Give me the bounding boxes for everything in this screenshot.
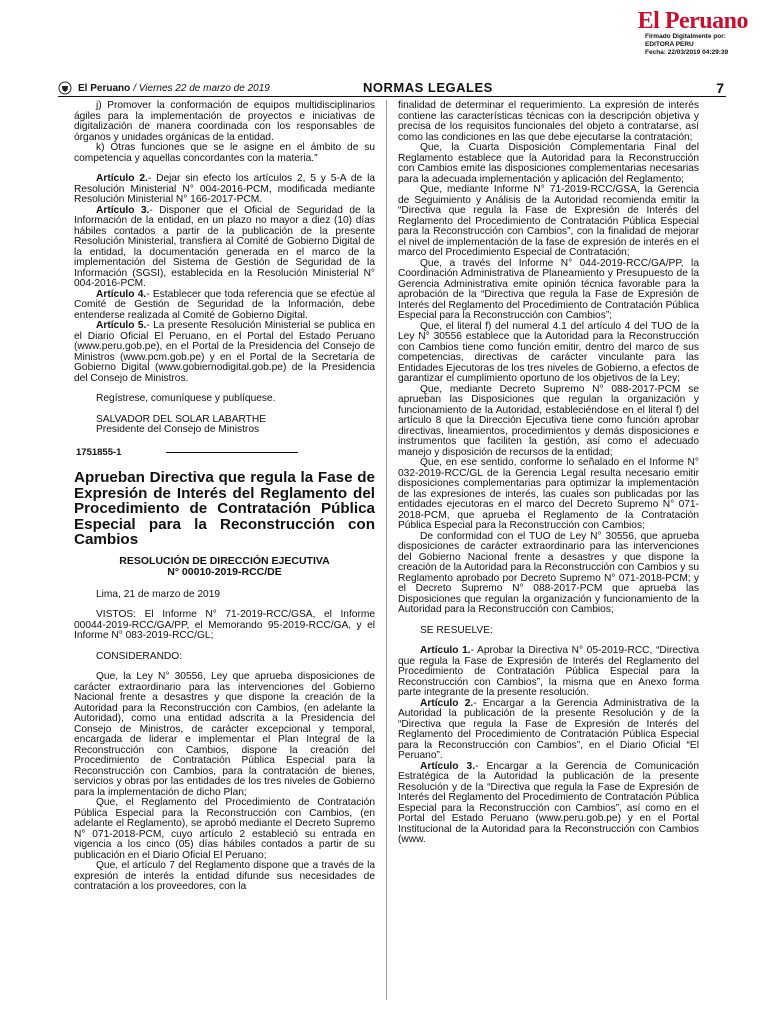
page-number: 7 bbox=[716, 80, 724, 96]
article-label: Artículo 2. bbox=[96, 173, 148, 184]
page-header bbox=[58, 80, 726, 97]
resolution-title-line-2: N° 00010-2019-RCC/DE bbox=[167, 565, 282, 578]
considerando-heading: CONSIDERANDO: bbox=[96, 650, 183, 662]
place-date: Lima, 21 de marzo de 2019 bbox=[96, 588, 221, 600]
resolution-title-line-1: RESOLUCIÓN DE DIRECCIÓN EJECUTIVA bbox=[119, 554, 330, 567]
article-label: Artículo 1. bbox=[420, 645, 471, 656]
article-text: - La presente Resolución Ministerial se publica en el Diario Oficial El Peruano, en el Portal del Estado Peruano (www.peru.gob.pe), en el Portal de la Presidencia del Consejo de Ministros (www.pcm.gob.pe) y en el Portal de la Secretaría de Gobierno Digital (www.gobiernodigital.gob.pe) de la Presidencia del Consejo de Ministros. bbox=[74, 320, 375, 384]
signed-by: EDITORA PERU bbox=[645, 41, 694, 48]
paragraph: j) Promover la conformación de equipos multidisciplinarios ágiles para la implementación de proyectos e iniciativas de digitalización de manera coordinada con los responsables de órganos y unidades orgánicas de la entidad. bbox=[74, 100, 375, 143]
resolution-title bbox=[74, 556, 375, 578]
header-section: NORMAS LEGALES bbox=[363, 80, 493, 95]
paragraph: Que, en ese sentido, conforme lo señalado en el Informe N° 032-2019-RCC/GL de la Gerencia Legal resulta necesario emitir disposiciones complementarias para optimizar la implementación de las expresiones de interés, las cuales son publicadas por las entidades ejecutoras en el marco del Decreto Supremo N° 071-2018-PCM, que aprueba el Reglamento de la Contratación Pública Especial para la Reconstrucción con Cambios; bbox=[398, 457, 699, 531]
signed-label: Firmado Digitalmente por: bbox=[645, 33, 726, 40]
article-label: Artículo 2. bbox=[420, 697, 474, 709]
document-code-line bbox=[74, 448, 375, 459]
document-title: Aprueban Directiva que regula la Fase de Expresión de Interés del Reglamento del Procedimiento de Contratación Pública Especial para la Reconstrucción con Cambios bbox=[74, 469, 375, 548]
article-text: - Dejar sin efecto los artículos 2, 5 y 5-A de la Resolución Ministerial N° 004-2016-PCM, modificada mediante Resolución Ministerial N° 166-2017-PCM. bbox=[74, 173, 375, 205]
article-5 bbox=[74, 321, 375, 384]
resolution-article-3 bbox=[398, 762, 699, 846]
paragraph: Que, mediante Informe N° 71-2019-RCC/GSA, la Gerencia de Seguimiento y Análisis de la Autoridad recomienda emitir la “Directiva que regula la Fase de Expresión de Interés del Reglamento del Procedimiento de Contratación Pública Especial para la Reconstrucción con Cambios”, con la finalidad de mejorar el nivel de implementación de la fase de expresión de interés en el marco del Procedimiento Especial de Contratación; bbox=[398, 184, 699, 258]
paragraph: Que, a través del Informe N° 044-2019-RCC/GA/PP, la Coordinación Administrativa de Planeamiento y Presupuesto de la Gerencia Administrativa emite opinión técnica favorable para la aprobación de la “Directiva que regula la Fase de Expresión de Interés del Reglamento del Procedimiento de Contratación Pública Especial para la Reconstrucción con Cambios”; bbox=[398, 257, 699, 321]
vistos: VISTOS: El Informe N° 71-2019-RCC/GSA, el Informe 00044-2019-RCC/GA/PP, el Memorando 95-2019-RCC/GA, y el Informe N° 083-2019-RCC/GL; bbox=[74, 609, 375, 641]
paragraph: Que, la Cuarta Disposición Complementaria Final del Reglamento establece que la Autoridad para la Reconstrucción con Cambios emite las disposiciones complementarias necesarias para la adecuada implementación y aplicación del Reglamento; bbox=[398, 142, 699, 185]
article-text: - Encargar a la Gerencia de Comunicación Estratégica de la Autoridad la publicación de la presente Resolución y de la “Directiva que regula la Fase de Expresión de Interés del Reglamento del Procedimiento de Contratación Pública Especial para la Reconstrucción con Cambios”, así como en el Portal del Estado Peruano (www.peru.gob.pe) y en el Portal Institucional de la Autoridad para la Reconstrucción con Cambios (www. bbox=[398, 760, 699, 845]
article-text: - Disponer que el Oficial de Seguridad de la Información de la entidad, en un plazo no mayor a diez (10) días hábiles contados a partir de la publicación de la presente Resolución Ministerial, transfiera al Comité de Gobierno Digital de la entidad, la documentación generada en el marco de la implementación del Sistema de Gestión de Seguridad de la Información (SGSI), establecida en la Resolución Ministerial N° 004-2016-PCM. bbox=[74, 204, 375, 289]
closing-formula: Regístrese, comuníquese y publíquese. bbox=[96, 393, 276, 404]
signer-title: Presidente del Consejo de Ministros bbox=[96, 424, 260, 435]
paragraph: Que, el literal f) del numeral 4.1 del artículo 4 del TUO de la Ley N° 30556 establece que la Autoridad para la Reconstrucción con Cambios tiene como función emitir, dentro del marco de sus competencias, directivas de carácter vinculante para las Entidades Ejecutoras de los tres niveles de Gobierno, a efectos de garantizar el cumplimiento oportuno de los objetivos de la Ley; bbox=[398, 320, 699, 384]
resolution-article-1 bbox=[398, 646, 699, 699]
article-text: - Aprobar la Directiva N° 05-2019-RCC, “Directiva que regula la Fase de Expresión de Interés del Reglamento del Procedimiento de Contratación Pública Especial para la Reconstrucción con Cambios”, la misma que en Anexo forma parte integrante de la presente resolución. bbox=[398, 645, 699, 698]
article-text: - Encargar a la Gerencia Administrativa de la Autoridad la publicación de la presente Resolución y de la “Directiva que regula la Fase de Expresión de Interés del Reglamento del Procedimiento de Contratación Pública Especial para la Reconstrucción con Cambios”, en el Diario Oficial “El Peruano”. bbox=[398, 697, 699, 761]
article-label: Artículo 5. bbox=[96, 320, 147, 331]
resolution-article-2 bbox=[398, 699, 699, 762]
header-publication: El Peruano bbox=[78, 82, 131, 94]
signer-name: SALVADOR DEL SOLAR LABARTHE bbox=[96, 413, 267, 425]
se-resuelve-heading: SE RESUELVE: bbox=[420, 624, 493, 636]
article-text: - Establecer que toda referencia que se efectúe al Comité de Gestión de Seguridad de la Información, debe entenderse realizada al Comité de Gobierno Digital. bbox=[74, 288, 375, 321]
article-4 bbox=[74, 290, 375, 322]
el-peruano-logo: El Peruano bbox=[637, 8, 748, 34]
paragraph: Que, el Reglamento del Procedimiento de Contratación Pública Especial para la Reconstrucción con Cambios, (en adelante el Reglamento), se aprobó mediante el Decreto Supremo N° 071-2018-PCM, cuyo artículo 2 estableció su entrada en vigencia a los cinco (05) días hábiles contados a partir de su publicación en el Diario Oficial El Peruano; bbox=[74, 797, 375, 861]
paragraph: k) Otras funciones que se le asigne en el ámbito de su competencia y aquellas concordantes con la materia.” bbox=[74, 142, 375, 164]
header-date: / Viernes 22 de marzo de 2019 bbox=[133, 82, 270, 94]
paragraph: De conformidad con el TUO de Ley N° 30556, que aprueba disposiciones de carácter extraordinario para las intervenciones del Gobierno Nacional frente a desastres y que dispone la creación de la Autoridad para la Reconstrucción con Cambios y su Reglamento aprobado por Decreto Supremo N° 071-2018-PCM; y el Decreto Supremo N° 088-2017-PCM que aprueba las Disposiciones que regulan la organización y funcionamiento de la Autoridad para la Reconstrucción con Cambios; bbox=[398, 530, 699, 615]
paragraph: Que, mediante Decreto Supremo N° 088-2017-PCM se aprueban las Disposiciones que regulan la organización y funcionamiento de la Autoridad, estableciéndose en el literal f) del artículo 8 que la Dirección Ejecutiva tiene como función aprobar directivas, lineamientos, procedimientos y demás disposiciones e instrumentos que faciliten la gestión, así como el adecuado manejo y disposición de recursos de la entidad; bbox=[398, 383, 699, 458]
article-label: Artículo 3. bbox=[420, 760, 476, 772]
article-label: Artículo 3. bbox=[96, 204, 150, 216]
article-2 bbox=[74, 174, 375, 206]
coat-of-arms-icon bbox=[58, 81, 72, 95]
paragraph: Que, la Ley N° 30556, Ley que aprueba disposiciones de carácter extraordinario para las intervenciones del Gobierno Nacional frente a desastres y que dispone la creación de la Autoridad para la Reconstrucción con Cambios, (en adelante la Autoridad), como una entidad adscrita a la Presidencia del Consejo de Ministros, de carácter excepcional y temporal, encargada de liderar e implementar el Plan Integral de la Reconstrucción con Cambios, dispone la creación del Procedimiento de Contratación Pública Especial para la Reconstrucción con Cambios, para la contratación de bienes, servicios y obras por las entidades de los tres niveles de Gobierno para la implementación de dicho Plan; bbox=[74, 671, 375, 798]
column-divider bbox=[386, 100, 387, 1000]
right-column bbox=[398, 101, 699, 846]
article-3 bbox=[74, 206, 375, 290]
paragraph: finalidad de determinar el requerimiento. La expresión de interés contiene las características técnicas con la descripción objetiva y precisa de los requisitos funcionales del objeto a contratarse, así como las condiciones en las que debe ejecutarse la contratación; bbox=[398, 100, 699, 143]
document-code: 1751855-1 bbox=[76, 446, 122, 458]
signed-date: Fecha: 22/03/2019 04:29:39 bbox=[645, 49, 729, 56]
separator-rule bbox=[166, 452, 298, 453]
left-column bbox=[74, 101, 375, 893]
paragraph: Que, el artículo 7 del Reglamento dispone que a través de la expresión de interés la entidad difunde sus necesidades de contratación a los proveedores, con la bbox=[74, 860, 375, 892]
article-label: Artículo 4. bbox=[96, 288, 147, 300]
digital-signature-note bbox=[645, 33, 728, 57]
